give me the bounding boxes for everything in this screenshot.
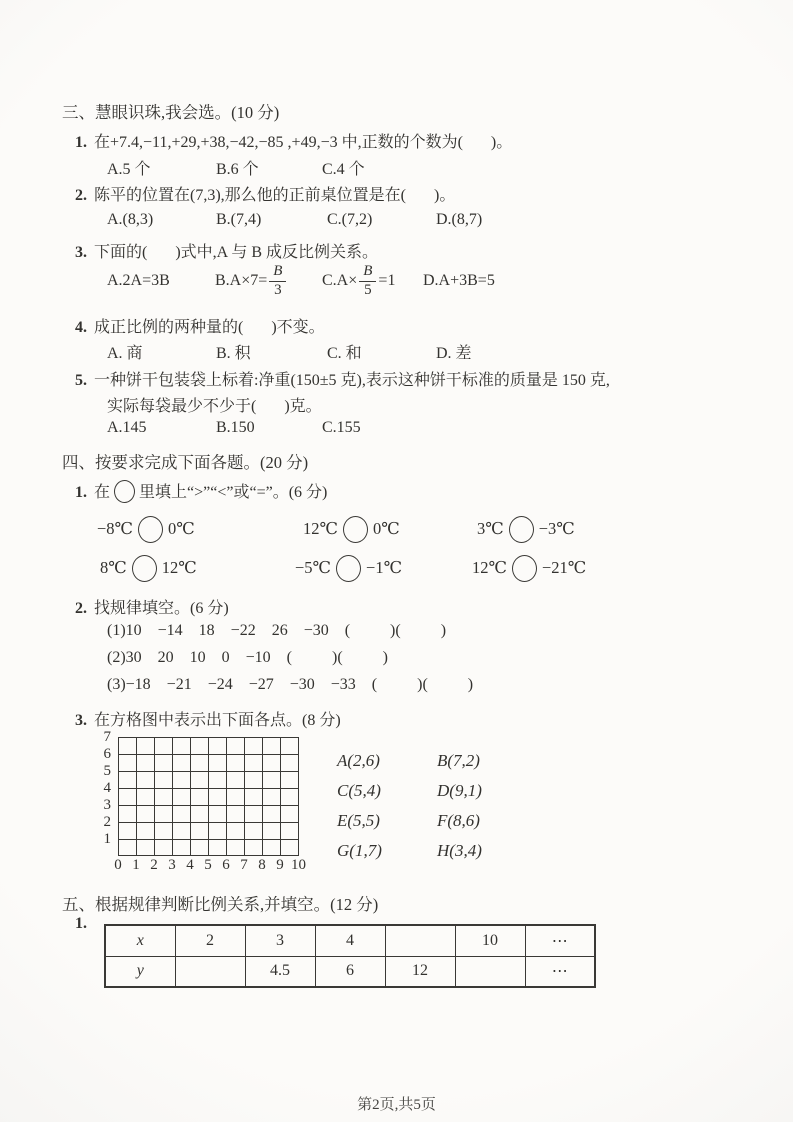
s3-q2-number: 2. bbox=[75, 187, 87, 204]
point-label: B(7,2) bbox=[437, 751, 480, 770]
point-label: F(8,6) bbox=[437, 811, 480, 830]
table-cell: ⋯ bbox=[525, 925, 595, 956]
s3-q4-option-c: C. 和 bbox=[327, 345, 362, 362]
s3-q2-option-d: D.(8,7) bbox=[436, 211, 483, 228]
comparison-circle bbox=[336, 555, 361, 582]
s4-q1-text-pre: 在 bbox=[94, 484, 111, 501]
comparison-item bbox=[97, 514, 195, 544]
s3-q1-text: 在+7.4,−11,+29,+38,−42,−85 ,+49,−3 中,正数的个数为( )。 bbox=[94, 134, 513, 151]
comparison-circle bbox=[509, 516, 534, 543]
y-axis-tick: 1 bbox=[103, 831, 111, 847]
right-value: −1℃ bbox=[366, 558, 403, 577]
comparison-item bbox=[477, 514, 575, 544]
s3-q5-number: 5. bbox=[75, 372, 87, 389]
left-value: 12℃ bbox=[303, 519, 338, 538]
s3-q1-option-c: C.4 个 bbox=[322, 161, 365, 178]
s4-q3-number: 3. bbox=[75, 712, 87, 729]
table-cell: 6 bbox=[315, 956, 385, 987]
comparison-item bbox=[100, 553, 197, 583]
table-cell: 3 bbox=[245, 925, 315, 956]
sequence-line-2: (2)30 20 10 0 −10 ( )( ) bbox=[107, 649, 388, 666]
point-label: G(1,7) bbox=[337, 841, 382, 860]
s3-q3-option-b-pre: B.A×7= bbox=[215, 272, 268, 289]
point-label: E(5,5) bbox=[337, 811, 380, 830]
s3-q5-option-a: A.145 bbox=[107, 419, 147, 436]
table-cell: 4 bbox=[315, 925, 385, 956]
fraction-denominator: 5 bbox=[364, 281, 372, 298]
x-axis-tick: 2 bbox=[150, 857, 158, 873]
x-axis-tick: 3 bbox=[168, 857, 176, 873]
x-axis-tick: 0 bbox=[114, 857, 122, 873]
s4-q1-number: 1. bbox=[75, 484, 87, 501]
s3-q4-option-d: D. 差 bbox=[436, 345, 472, 362]
s3-q3-line bbox=[75, 239, 378, 262]
s3-q1-option-b: B.6 个 bbox=[216, 161, 259, 178]
s3-q4-text: 成正比例的两种量的( )不变。 bbox=[94, 319, 325, 336]
comparison-circle bbox=[132, 555, 157, 582]
left-value: −5℃ bbox=[295, 558, 332, 577]
right-value: −3℃ bbox=[538, 519, 575, 538]
s4-q1-text-post: 里填上“>”“<”或“=”。(6 分) bbox=[139, 484, 328, 501]
table-row-y bbox=[105, 956, 595, 987]
s4-q3-text: 在方格图中表示出下面各点。(8 分) bbox=[94, 712, 341, 729]
table-cell bbox=[385, 925, 455, 956]
fraction bbox=[269, 264, 286, 299]
s4-q1-line bbox=[75, 479, 327, 503]
right-value: −21℃ bbox=[541, 558, 587, 577]
x-axis-tick: 1 bbox=[132, 857, 140, 873]
s5-q1-number: 1. bbox=[75, 915, 87, 932]
comparison-circle bbox=[138, 516, 163, 543]
point-label: H(3,4) bbox=[437, 841, 482, 860]
comparison-circle bbox=[343, 516, 368, 543]
s3-q5-option-b: B.150 bbox=[216, 419, 255, 436]
s3-q3-option-c-post: =1 bbox=[378, 272, 396, 289]
s3-q5-line2: 实际每袋最少不少于( )克。 bbox=[107, 398, 322, 415]
comparison-circle bbox=[512, 555, 537, 582]
table-cell: ⋯ bbox=[525, 956, 595, 987]
fraction-numerator: B bbox=[359, 264, 376, 282]
right-value: 12℃ bbox=[161, 558, 197, 577]
s3-q3-option-c-pre: C.A× bbox=[322, 272, 358, 289]
points-list bbox=[337, 751, 537, 861]
fraction-denominator: 3 bbox=[274, 281, 282, 298]
y-axis-tick: 5 bbox=[103, 763, 111, 779]
point-label: D(9,1) bbox=[437, 781, 482, 800]
x-axis-tick: 8 bbox=[258, 857, 266, 873]
comparison-item bbox=[303, 514, 400, 544]
x-axis-tick: 4 bbox=[186, 857, 194, 873]
s3-q1-line bbox=[75, 129, 512, 152]
table-cell: 2 bbox=[175, 925, 245, 956]
table-cell: 12 bbox=[385, 956, 455, 987]
section-5-heading: 五、根据规律判断比例关系,并填空。(12 分) bbox=[62, 895, 379, 914]
s3-q2-option-c: C.(7,2) bbox=[327, 211, 373, 228]
fraction-numerator: B bbox=[269, 264, 286, 282]
comparison-item bbox=[472, 553, 586, 583]
table-cell: 4.5 bbox=[245, 956, 315, 987]
x-axis-tick: 6 bbox=[222, 857, 230, 873]
s4-q2-line bbox=[75, 595, 229, 618]
s3-q3-number: 3. bbox=[75, 244, 87, 261]
left-value: −8℃ bbox=[97, 519, 134, 538]
comparison-item bbox=[295, 553, 402, 583]
s3-q5-option-c: C.155 bbox=[322, 419, 361, 436]
table-cell: y bbox=[105, 956, 175, 987]
s4-q2-number: 2. bbox=[75, 600, 87, 617]
x-axis-tick: 7 bbox=[240, 857, 248, 873]
s3-q4-option-b: B. 积 bbox=[216, 345, 251, 362]
section-4-heading: 四、按要求完成下面各题。(20 分) bbox=[62, 453, 309, 472]
coordinate-grid bbox=[118, 737, 299, 856]
right-value: 0℃ bbox=[372, 519, 400, 538]
s3-q5-text-line1: 一种饼干包装袋上标着:净重(150±5 克),表示这种饼干标准的质量是 150 克, bbox=[94, 372, 610, 389]
point-label: C(5,4) bbox=[337, 781, 381, 800]
s3-q5-line1 bbox=[75, 367, 610, 390]
sequence-line-1: (1)10 −14 18 −22 26 −30 ( )( ) bbox=[107, 622, 447, 639]
s3-q1-option-a: A.5 个 bbox=[107, 161, 151, 178]
table-row-x bbox=[105, 925, 595, 956]
right-value: 0℃ bbox=[168, 519, 195, 538]
s3-q3-option-d: D.A+3B=5 bbox=[423, 272, 495, 289]
s4-q3-line bbox=[75, 707, 341, 730]
table-cell bbox=[175, 956, 245, 987]
x-axis-tick: 5 bbox=[204, 857, 212, 873]
point-label: A(2,6) bbox=[337, 751, 380, 770]
grid-x-axis-labels bbox=[111, 857, 305, 874]
grid-y-axis-labels bbox=[93, 729, 111, 847]
s3-q3-text: 下面的( )式中,A 与 B 成反比例关系。 bbox=[94, 244, 379, 261]
s3-q4-option-a: A. 商 bbox=[107, 345, 143, 362]
y-axis-tick: 2 bbox=[103, 814, 111, 830]
y-axis-tick: 7 bbox=[103, 729, 111, 745]
s3-q4-number: 4. bbox=[75, 319, 87, 336]
s3-q1-number: 1. bbox=[75, 134, 87, 151]
s3-q4-line bbox=[75, 314, 325, 337]
s3-q3-option-a: A.2A=3B bbox=[107, 272, 170, 289]
y-axis-tick: 3 bbox=[103, 797, 111, 813]
s3-q2-option-b: B.(7,4) bbox=[216, 211, 262, 228]
answer-circle-icon bbox=[114, 480, 135, 503]
s3-q2-line bbox=[75, 182, 455, 205]
section-3-heading: 三、慧眼识珠,我会选。(10 分) bbox=[62, 103, 280, 122]
y-axis-tick: 4 bbox=[103, 780, 111, 796]
left-value: 12℃ bbox=[472, 558, 507, 577]
s3-q2-text: 陈平的位置在(7,3),那么他的正前桌位置是在( )。 bbox=[94, 187, 456, 204]
sequence-line-3: (3)−18 −21 −24 −27 −30 −33 ( )( ) bbox=[107, 676, 474, 693]
x-axis-tick: 10 bbox=[291, 857, 306, 873]
s3-q3-option-b bbox=[215, 262, 288, 300]
y-axis-tick: 6 bbox=[103, 746, 111, 762]
left-value: 3℃ bbox=[477, 519, 504, 538]
table-cell: x bbox=[105, 925, 175, 956]
fraction bbox=[359, 264, 376, 299]
s3-q3-option-c bbox=[322, 262, 395, 300]
table-cell bbox=[455, 956, 525, 987]
s3-q2-option-a: A.(8,3) bbox=[107, 211, 154, 228]
proportion-table bbox=[104, 924, 596, 988]
left-value: 8℃ bbox=[100, 558, 127, 577]
s4-q2-text: 找规律填空。(6 分) bbox=[94, 600, 229, 617]
table-cell: 10 bbox=[455, 925, 525, 956]
page-footer: 第2页,共5页 bbox=[357, 1097, 436, 1113]
x-axis-tick: 9 bbox=[276, 857, 284, 873]
